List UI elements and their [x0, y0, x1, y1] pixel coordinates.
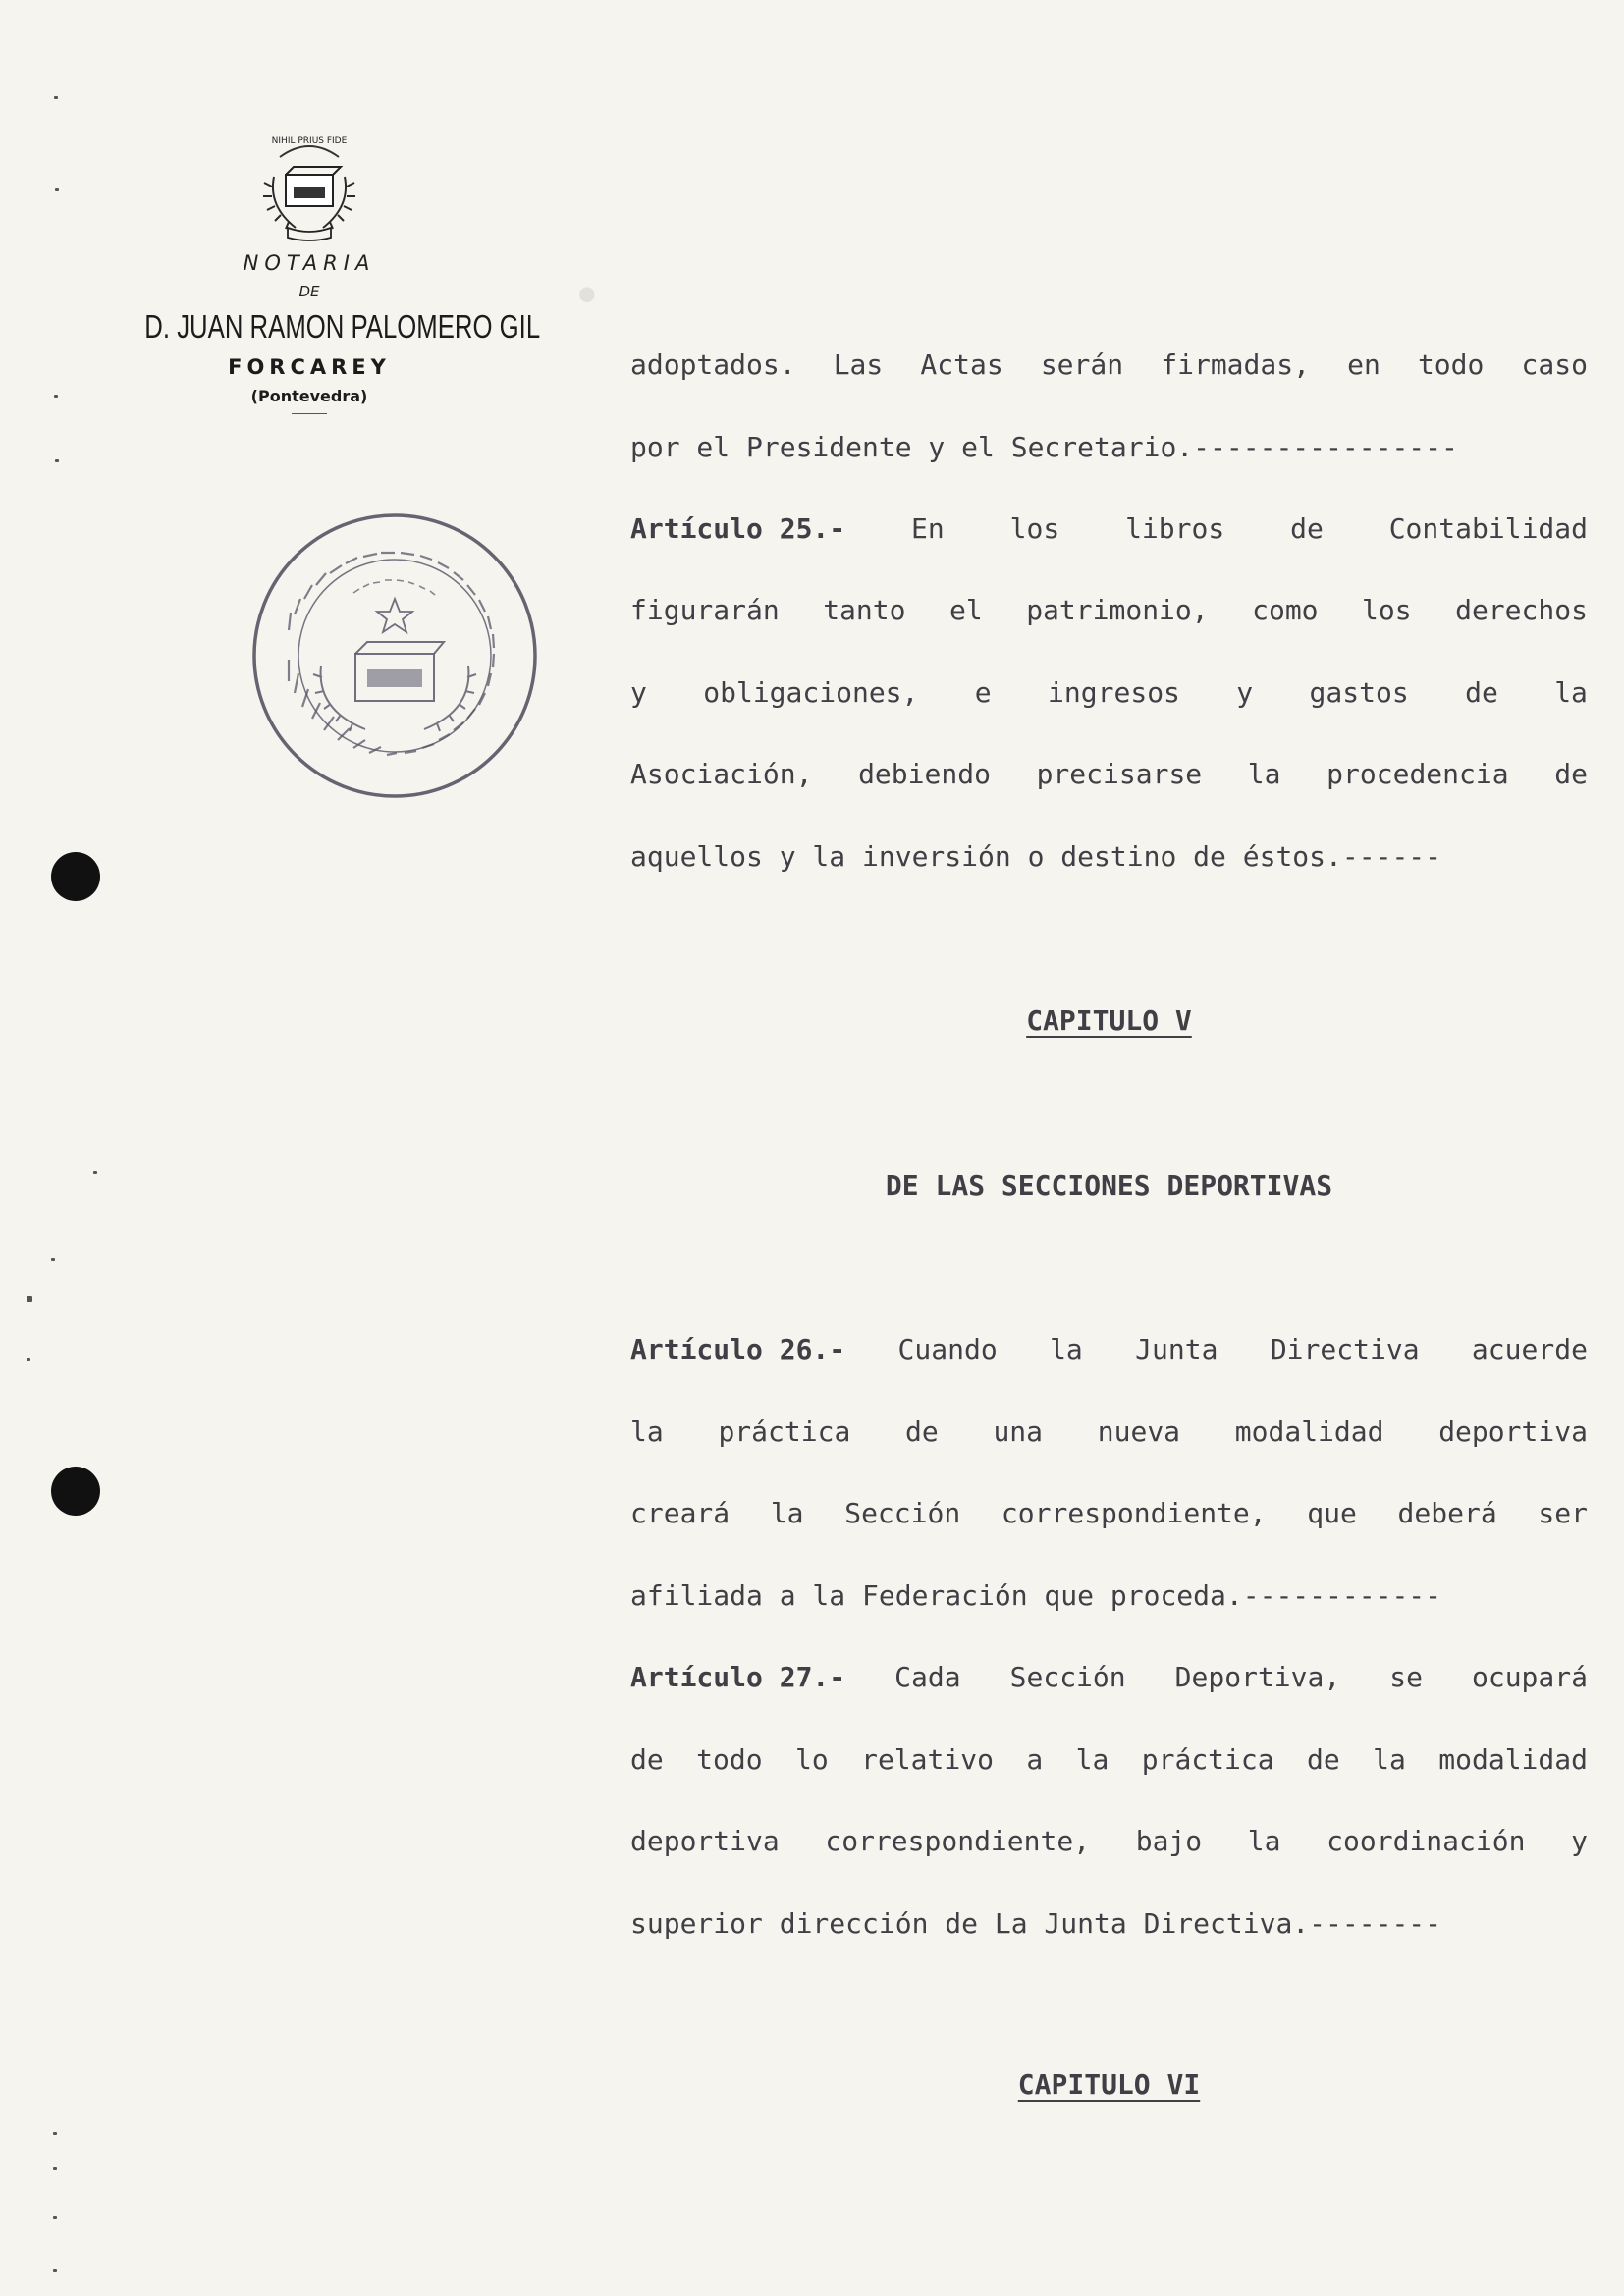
word: Cada [894, 1661, 961, 1693]
word: el [948, 594, 983, 626]
text-line [630, 1742, 1588, 1778]
text-line [630, 593, 1588, 628]
binder-hole-top [51, 852, 100, 901]
word: ingresos [1048, 676, 1180, 709]
notary-province: (Pontevedra) [250, 387, 368, 405]
chapter-5-heading [630, 1003, 1588, 1039]
chapter-6-heading [630, 2067, 1588, 2103]
word: correspondiente, [825, 1825, 1091, 1857]
word: deportiva [630, 1825, 780, 1857]
word: de [1290, 512, 1324, 545]
word: de [1465, 676, 1498, 709]
notary-name: D. JUAN RAMON PALOMERO GIL [144, 308, 541, 345]
word: derechos [1455, 594, 1588, 626]
word: la [1247, 758, 1281, 790]
text-line-content: aquellos y la inversión o destino de éstos.------ [630, 840, 1442, 873]
word: deportiva [1438, 1415, 1588, 1448]
chapter-6-title: CAPITULO VI [1017, 2068, 1201, 2101]
paper-speck [53, 2132, 57, 2135]
word: que [1307, 1497, 1357, 1529]
paper-speck [55, 459, 59, 462]
paper-speck [54, 395, 58, 398]
word: Deportiva, [1174, 1661, 1341, 1693]
word: ser [1538, 1497, 1588, 1529]
svg-text:NIHIL PRIUS FIDE: NIHIL PRIUS FIDE [271, 136, 348, 146]
word: modalidad [1438, 1743, 1588, 1776]
text-line [630, 430, 1588, 465]
word: adoptados. [630, 348, 796, 381]
text-line [630, 839, 1588, 875]
paper-speck [53, 2167, 57, 2170]
word: caso [1521, 348, 1588, 381]
article-26-first-line [630, 1332, 1588, 1367]
word: gastos [1309, 676, 1409, 709]
word: práctica [1141, 1743, 1274, 1776]
text-line [630, 675, 1588, 711]
word: los [1009, 512, 1060, 545]
word: la [1050, 1333, 1083, 1365]
word: e [974, 676, 992, 709]
chapter-5-subtitle: DE LAS SECCIONES DEPORTIVAS [885, 1169, 1333, 1201]
paper-speck [51, 1258, 55, 1261]
article-27-label: Artículo 27.- [630, 1661, 846, 1693]
paper-speck [93, 1171, 97, 1174]
word: deberá [1397, 1497, 1497, 1529]
binder-hole-bottom [51, 1467, 100, 1516]
article-26-label: Artículo 26.- [630, 1333, 846, 1365]
word: Directiva [1270, 1333, 1420, 1365]
paper-speck [27, 1358, 30, 1361]
notary-seal-stamp [247, 508, 542, 803]
word: modalidad [1234, 1415, 1384, 1448]
article-25-label: Artículo 25.- [630, 512, 846, 545]
paper-speck [54, 96, 58, 99]
word: ocupará [1471, 1661, 1588, 1693]
article-25-first-line [630, 511, 1588, 547]
paper-speck [53, 2269, 57, 2272]
word: patrimonio, [1026, 594, 1209, 626]
text-line [630, 1496, 1588, 1531]
chapter-5-subheading [630, 1168, 1588, 1203]
text-line-content: afiliada a la Federación que proceda.------------ [630, 1579, 1442, 1612]
text-line [630, 1415, 1588, 1450]
word: en [1347, 348, 1380, 381]
chapter-5-title: CAPITULO V [1026, 1004, 1192, 1037]
text-line [630, 1906, 1588, 1942]
text-line [630, 1824, 1588, 1859]
word: práctica [718, 1415, 851, 1448]
paper-speck [53, 2216, 57, 2219]
text-line [630, 757, 1588, 792]
text-line-content: superior dirección de La Junta Directiva.-------- [630, 1907, 1442, 1940]
word: la [1373, 1743, 1406, 1776]
word: Actas [920, 348, 1003, 381]
word: se [1389, 1661, 1423, 1693]
word: y [630, 676, 647, 709]
word: la [1554, 676, 1588, 709]
word: Asociación, [630, 758, 813, 790]
word: Cuando [897, 1333, 998, 1365]
letterhead [98, 118, 541, 414]
word: de [1307, 1743, 1340, 1776]
word: coordinación [1326, 1825, 1526, 1857]
text-line [630, 1578, 1588, 1614]
word: relativo [861, 1743, 994, 1776]
word: firmadas, [1161, 348, 1310, 381]
word: los [1362, 594, 1412, 626]
word: de [1554, 758, 1588, 790]
letterhead-divider [292, 413, 327, 414]
word: figurarán [630, 594, 780, 626]
word: Sección [1009, 1661, 1126, 1693]
word: lo [794, 1743, 829, 1776]
word: como [1252, 594, 1319, 626]
word: debiendo [858, 758, 991, 790]
word: todo [696, 1743, 763, 1776]
word: nueva [1097, 1415, 1181, 1448]
notary-town: FORCAREY [228, 355, 391, 379]
word: la [630, 1415, 664, 1448]
word: y [1571, 1825, 1588, 1857]
text-line-content: por el Presidente y el Secretario.---------------- [630, 431, 1458, 463]
article-27-first-line [630, 1660, 1588, 1695]
word: la [1075, 1743, 1110, 1776]
word: una [993, 1415, 1044, 1448]
notary-emblem-icon [250, 118, 368, 245]
word: la [770, 1497, 804, 1529]
word: Las [833, 348, 884, 381]
word: de [905, 1415, 939, 1448]
word: precisarse [1036, 758, 1203, 790]
paper-speck [55, 188, 59, 191]
text-line [630, 347, 1588, 383]
word: procedencia [1326, 758, 1509, 790]
word: de [630, 1743, 664, 1776]
word: acuerde [1471, 1333, 1588, 1365]
word: serán [1040, 348, 1124, 381]
word: En [911, 512, 945, 545]
word: y [1236, 676, 1254, 709]
letterhead-de: DE [298, 283, 320, 300]
show-through-text: ● [579, 279, 595, 308]
word: correspondiente, [1001, 1497, 1267, 1529]
word: Junta [1135, 1333, 1218, 1365]
word: tanto [823, 594, 906, 626]
word: Contabilidad [1388, 512, 1588, 545]
word: libros [1125, 512, 1225, 545]
letterhead-title: NOTARIA [243, 251, 376, 275]
word: Sección [844, 1497, 961, 1529]
paper-speck [27, 1296, 32, 1302]
word: todo [1417, 348, 1485, 381]
word: bajo [1135, 1825, 1203, 1857]
word: a [1026, 1743, 1044, 1776]
word: obligaciones, [703, 676, 919, 709]
word: creará [630, 1497, 731, 1529]
word: la [1247, 1825, 1281, 1857]
